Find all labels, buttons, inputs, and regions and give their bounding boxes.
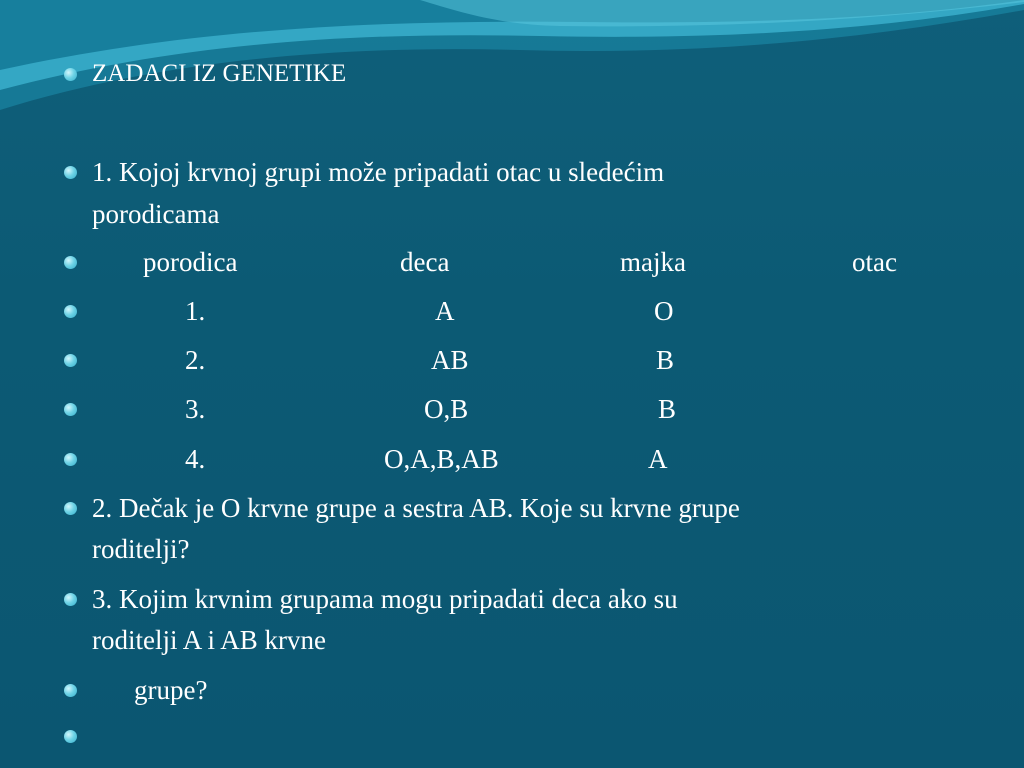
table-header-deca: deca	[400, 247, 450, 277]
question-2-line-1: 2. Dečak je O krvne grupe a sestra AB. Koje su krvne grupe	[92, 493, 740, 523]
question-1-line-1: 1. Kojoj krvnoj grupi može pripadati otac u sledećim	[92, 157, 665, 187]
bullet-icon	[64, 256, 77, 269]
bullet-icon	[64, 166, 77, 179]
bullet-icon	[64, 354, 77, 367]
table-row-3-majka: B	[658, 394, 677, 424]
question-1-line-2: porodicama	[92, 199, 220, 229]
question-3-line-2: roditelji A i AB krvne	[92, 625, 326, 655]
question-3-line-3: grupe?	[134, 675, 208, 705]
table-row-2-number: 2.	[185, 345, 206, 375]
table-row-2-deca: AB	[431, 345, 469, 375]
question-3-line-1: 3. Kojim krvnim grupama mogu pripadati deca ako su	[92, 584, 678, 614]
table-row-1-deca: A	[435, 296, 455, 326]
bullet-icon	[64, 403, 77, 416]
bullet-icon	[64, 305, 77, 318]
table-row-4-deca: O,A,B,AB	[384, 444, 499, 474]
question-2-line-2: roditelji?	[92, 534, 190, 564]
table-header-otac: otac	[852, 247, 897, 277]
table-row-2-majka: B	[656, 345, 675, 375]
table-row-3-number: 3.	[185, 394, 206, 424]
table-header-majka: majka	[620, 247, 686, 277]
bullet-icon	[64, 593, 77, 606]
bullet-icon	[64, 68, 77, 81]
bullet-icon	[64, 730, 77, 743]
slide-title: ZADACI IZ GENETIKE	[92, 60, 347, 87]
table-row-3-deca: O,B	[424, 394, 469, 424]
bullet-icon	[64, 453, 77, 466]
table-row-4-number: 4.	[185, 444, 206, 474]
bullet-icon	[64, 502, 77, 515]
table-row-1-majka: O	[654, 296, 674, 326]
bullet-icon	[64, 684, 77, 697]
table-row-4-majka: A	[648, 444, 668, 474]
table-header-porodica: porodica	[143, 247, 238, 277]
table-row-1-number: 1.	[185, 296, 206, 326]
